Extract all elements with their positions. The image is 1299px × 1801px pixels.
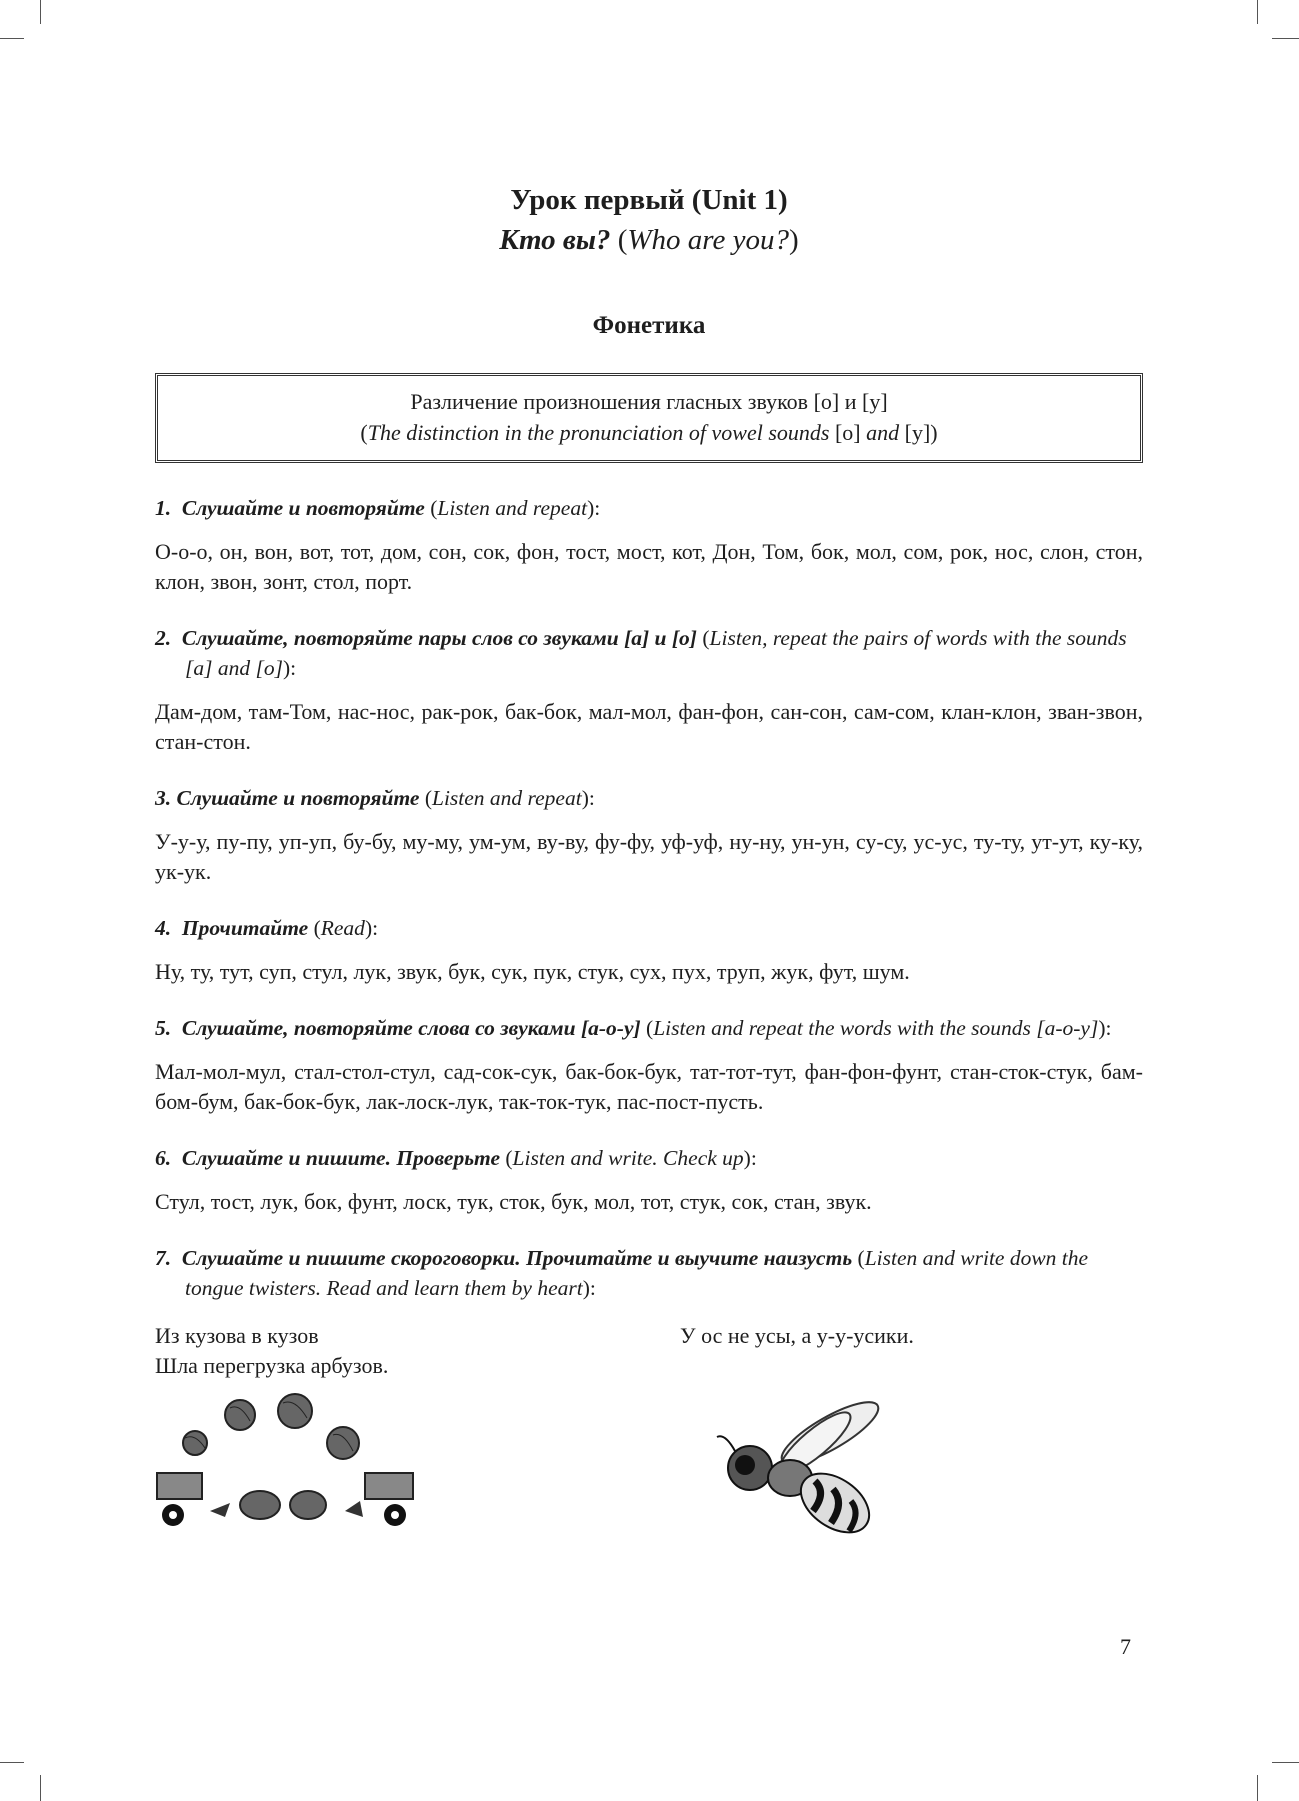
crop-mark — [1272, 1762, 1299, 1763]
wasp-illustration — [715, 1393, 905, 1543]
section-title: Фонетика — [592, 312, 706, 339]
twister-wasps: У ос не усы, а у-у-усики. — [680, 1323, 914, 1348]
tongue-twisters — [155, 1321, 1143, 1381]
unit-title: Урок первый (Unit 1) — [510, 184, 788, 216]
task-6-text: Стул, тост, лук, бок, фунт, лоск, тук, сток, бук, мол, тот, стук, сок, стан, звук. — [155, 1189, 872, 1214]
task-6-heading: 6. Слушайте и пишите. Проверьте (Listen and write. Check up): — [155, 1146, 757, 1170]
topic-line-ru: Различение произношения гласных звуков [о] и [у] — [410, 389, 888, 414]
page-content — [155, 180, 1143, 1543]
watermelon-trucks-illustration — [155, 1393, 415, 1533]
twister-watermelons: Из кузова в кузов Шла перегрузка арбузов. — [155, 1323, 389, 1378]
crop-mark — [1257, 0, 1258, 24]
page-number: 7 — [1120, 1634, 1131, 1659]
task-instruction: Слушайте, повторяйте слова со звуками [а-о-у] — [181, 1016, 641, 1040]
unit-subtitle: Кто вы? (Who are you?) — [499, 224, 799, 256]
illustrations — [155, 1393, 1143, 1543]
task-instruction: Прочитайте — [181, 916, 309, 940]
task-3-heading: 3. Слушайте и повторяйте (Listen and repeat): — [155, 786, 595, 810]
task-5-text: Мал-мол-мул, стал-стол-стул, сад-сок-сук, бак-бок-бук, тат-тот-тут, фан-фон-фунт, стан-сток-стук, бам-бом-бум, бак-бок-бук, лак-лоск-лук, так-ток-тук, пас-пост-пусть. — [155, 1059, 1143, 1114]
task-7-heading: 7. Слушайте и пишите скороговорки. Прочитайте и выучите наизусть (Listen and write down the tongue twisters. Read and learn them by heart): — [155, 1246, 1089, 1300]
crop-mark — [0, 38, 24, 39]
task-2-heading: 2. Слушайте, повторяйте пары слов со звуками [а] и [о] (Listen, repeat the pairs of words with the sounds [a] and [o]): — [155, 626, 1127, 680]
task-instruction: Слушайте и пишите скороговорки. Прочитайте и выучите наизусть — [181, 1246, 853, 1270]
subtitle-en: Who are you? — [627, 224, 790, 256]
task-1-heading: 1. Слушайте и повторяйте (Listen and repeat): — [155, 496, 601, 520]
task-3-text: У-у-у, пу-пу, уп-уп, бу-бу, му-му, ум-ум, ву-ву, фу-фу, уф-уф, ну-ну, ун-ун, су-су, ус-ус, ту-ту, ут-ут, ку-ку, ук-ук. — [155, 829, 1143, 884]
crop-mark — [0, 1762, 24, 1763]
crop-mark — [40, 1775, 41, 1801]
crop-mark — [40, 0, 41, 24]
subtitle-ru: Кто вы? — [499, 224, 611, 256]
crop-mark — [1272, 38, 1299, 39]
task-4-heading: 4. Прочитайте (Read): — [155, 916, 379, 940]
crop-mark — [1257, 1775, 1258, 1801]
task-instruction: Слушайте и повторяйте — [181, 496, 425, 520]
topic-line-en: (The distinction in the pronunciation of vowel sounds [о] and [у]) — [360, 420, 938, 445]
task-instruction: Слушайте и пишите. Проверьте — [181, 1146, 500, 1170]
task-4-text: Ну, ту, тут, суп, стул, лук, звук, бук, сук, пук, стук, сух, пух, труп, жук, фут, шум. — [155, 959, 910, 984]
task-instruction: Слушайте и повторяйте — [176, 786, 420, 810]
task-1-text: О-о-о, он, вон, вот, тот, дом, сон, сок, фон, тост, мост, кот, Дон, Том, бок, мол, сом, рок, нос, слон, стон, клон, звон, зонт, стол, порт. — [155, 539, 1143, 594]
task-instruction: Слушайте, повторяйте пары слов со звуками [а] и [о] — [181, 626, 697, 650]
task-2-text: Дам-дом, там-Том, нас-нос, рак-рок, бак-бок, мал-мол, фан-фон, сан-сон, сам-сом, клан-клон, зван-звон, стан-стон. — [155, 699, 1143, 754]
topic-box — [155, 373, 1143, 463]
task-5-heading: 5. Слушайте, повторяйте слова со звуками [а-о-у] (Listen and repeat the words with the sounds [a-o-y]): — [155, 1016, 1112, 1040]
